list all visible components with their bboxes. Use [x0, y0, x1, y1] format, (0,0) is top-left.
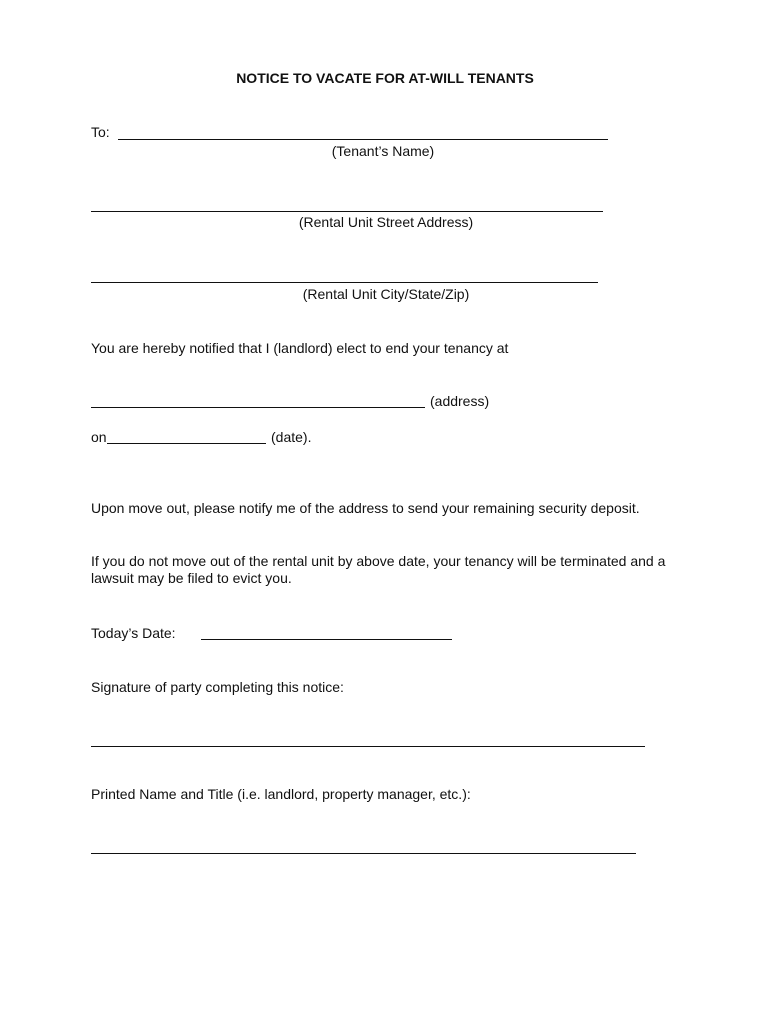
street-address-line[interactable]	[91, 211, 603, 212]
tenancy-address-line[interactable]	[91, 407, 425, 408]
todays-date-label: Today’s Date:	[91, 625, 176, 641]
city-state-zip-caption: (Rental Unit City/State/Zip)	[302, 286, 470, 302]
address-caption: (address)	[430, 393, 490, 409]
street-address-caption: (Rental Unit Street Address)	[298, 214, 474, 230]
to-label: To:	[91, 124, 110, 140]
document-title: NOTICE TO VACATE FOR AT-WILL TENANTS	[236, 70, 534, 86]
city-state-zip-line[interactable]	[91, 282, 598, 283]
todays-date-line[interactable]	[201, 639, 452, 640]
end-date-line[interactable]	[107, 443, 266, 444]
date-caption: (date).	[271, 429, 312, 445]
move-out-paragraph: Upon move out, please notify me of the address to send your remaining security deposit.	[91, 500, 640, 516]
tenant-name-line[interactable]	[118, 139, 608, 140]
printed-name-line[interactable]	[91, 853, 636, 854]
signature-label: Signature of party completing this notice:	[91, 679, 344, 695]
printed-name-label: Printed Name and Title (i.e. landlord, property manager, etc.):	[91, 786, 471, 802]
tenant-name-caption: (Tenant’s Name)	[331, 143, 435, 159]
on-label: on	[91, 429, 107, 445]
notice-statement: You are hereby notified that I (landlord) elect to end your tenancy at	[91, 340, 509, 356]
signature-line[interactable]	[91, 746, 645, 747]
eviction-paragraph: If you do not move out of the rental unit by above date, your tenancy will be terminated and a lawsuit may be filed to evict you.	[91, 553, 666, 586]
